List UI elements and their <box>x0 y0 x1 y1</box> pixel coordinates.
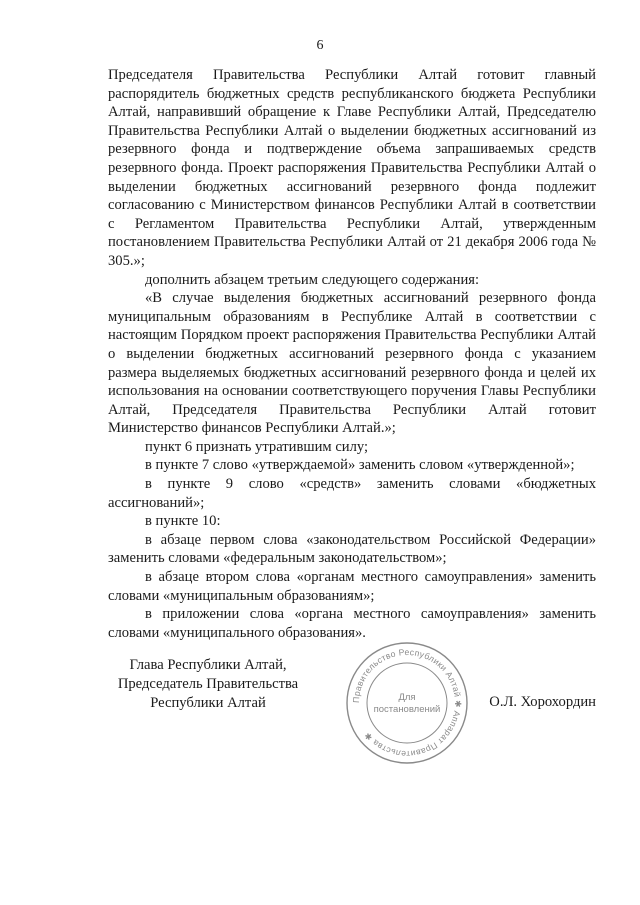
page-number: 6 <box>316 38 324 53</box>
document-body <box>108 66 596 642</box>
paragraph-item-10-second: в абзаце втором слова «органам местного самоуправления» заменить словами «муниципальным образованиям»; <box>108 569 596 604</box>
stamp-ring-text: Правительство Республики Алтай ✱ Аппарат Правительства ✱ <box>350 646 464 760</box>
paragraph-item-7: в пункте 7 слово «утверждаемой» заменить словом «утвержденной»; <box>145 457 575 474</box>
paragraph-item-10: в пункте 10: <box>145 513 221 530</box>
official-seal-stamp <box>344 640 470 766</box>
stamp-inner-ring <box>367 663 447 743</box>
signatory-name: О.Л. Хорохордин <box>489 694 596 710</box>
stamp-center-line: постановлений <box>373 704 441 715</box>
paragraph-appendix: в приложении слова «органа местного самоуправления» заменить словами «муниципального образования». <box>108 606 596 641</box>
signatory-title-line: Председатель Правительства <box>117 676 299 692</box>
signatory-title-line: Глава Республики Алтай, <box>129 657 287 673</box>
paragraph-item-10-first: в абзаце первом слова «законодательством Российской Федерации» заменить словами «федеральным законодательством»; <box>108 531 596 567</box>
paragraph-continuation: Председателя Правительства Республики Алтай готовит главный распорядитель бюджетных средств республиканского бюджета Республики Алтай, направивший обращение к Главе Республики Алтай, Председателю Правительства Республики Алтай о выделении бюджетных ассигнований из резервного фонда и подтверждение объема запрашиваемых средств резервного фонда. Проект распоряжения Правительства Республики Алтай о выделении бюджетных ассигнований резервного фонда подлежит согласованию с Министерством финансов Республики Алтай в соответствии с Регламентом Правительства Республики Алтай, утвержденным постановлением Правительства Республики Алтай от 21 декабря 2006 года № 305.»; <box>108 67 596 269</box>
stamp-outer-ring <box>347 643 467 763</box>
paragraph-amendment-intro: дополнить абзацем третьим следующего содержания: <box>145 271 480 288</box>
signatory-title <box>108 656 308 713</box>
signatory-title-line: Республики Алтай <box>150 695 266 711</box>
paragraph-new-clause: «В случае выделения бюджетных ассигнований резервного фонда муниципальным образованиям в Республике Алтай в соответствии с настоящим Порядком проект распоряжения Правительства Республики Алтай о выделении бюджетных ассигнований резервного фонда с указанием размера выделяемых бюджетных ассигнований резервного фонда и целей их использования на основании соответствующего поручения Главы Республики Алтай, Председателя Правительства Республики Алтай готовит Министерство финансов Республики Алтай.»; <box>108 290 596 437</box>
paragraph-item-9: в пункте 9 слово «средств» заменить словами «бюджетных ассигнований»; <box>108 476 596 511</box>
stamp-center-line: Для <box>398 692 416 703</box>
paragraph-item-6: пункт 6 признать утратившим силу; <box>145 438 369 455</box>
